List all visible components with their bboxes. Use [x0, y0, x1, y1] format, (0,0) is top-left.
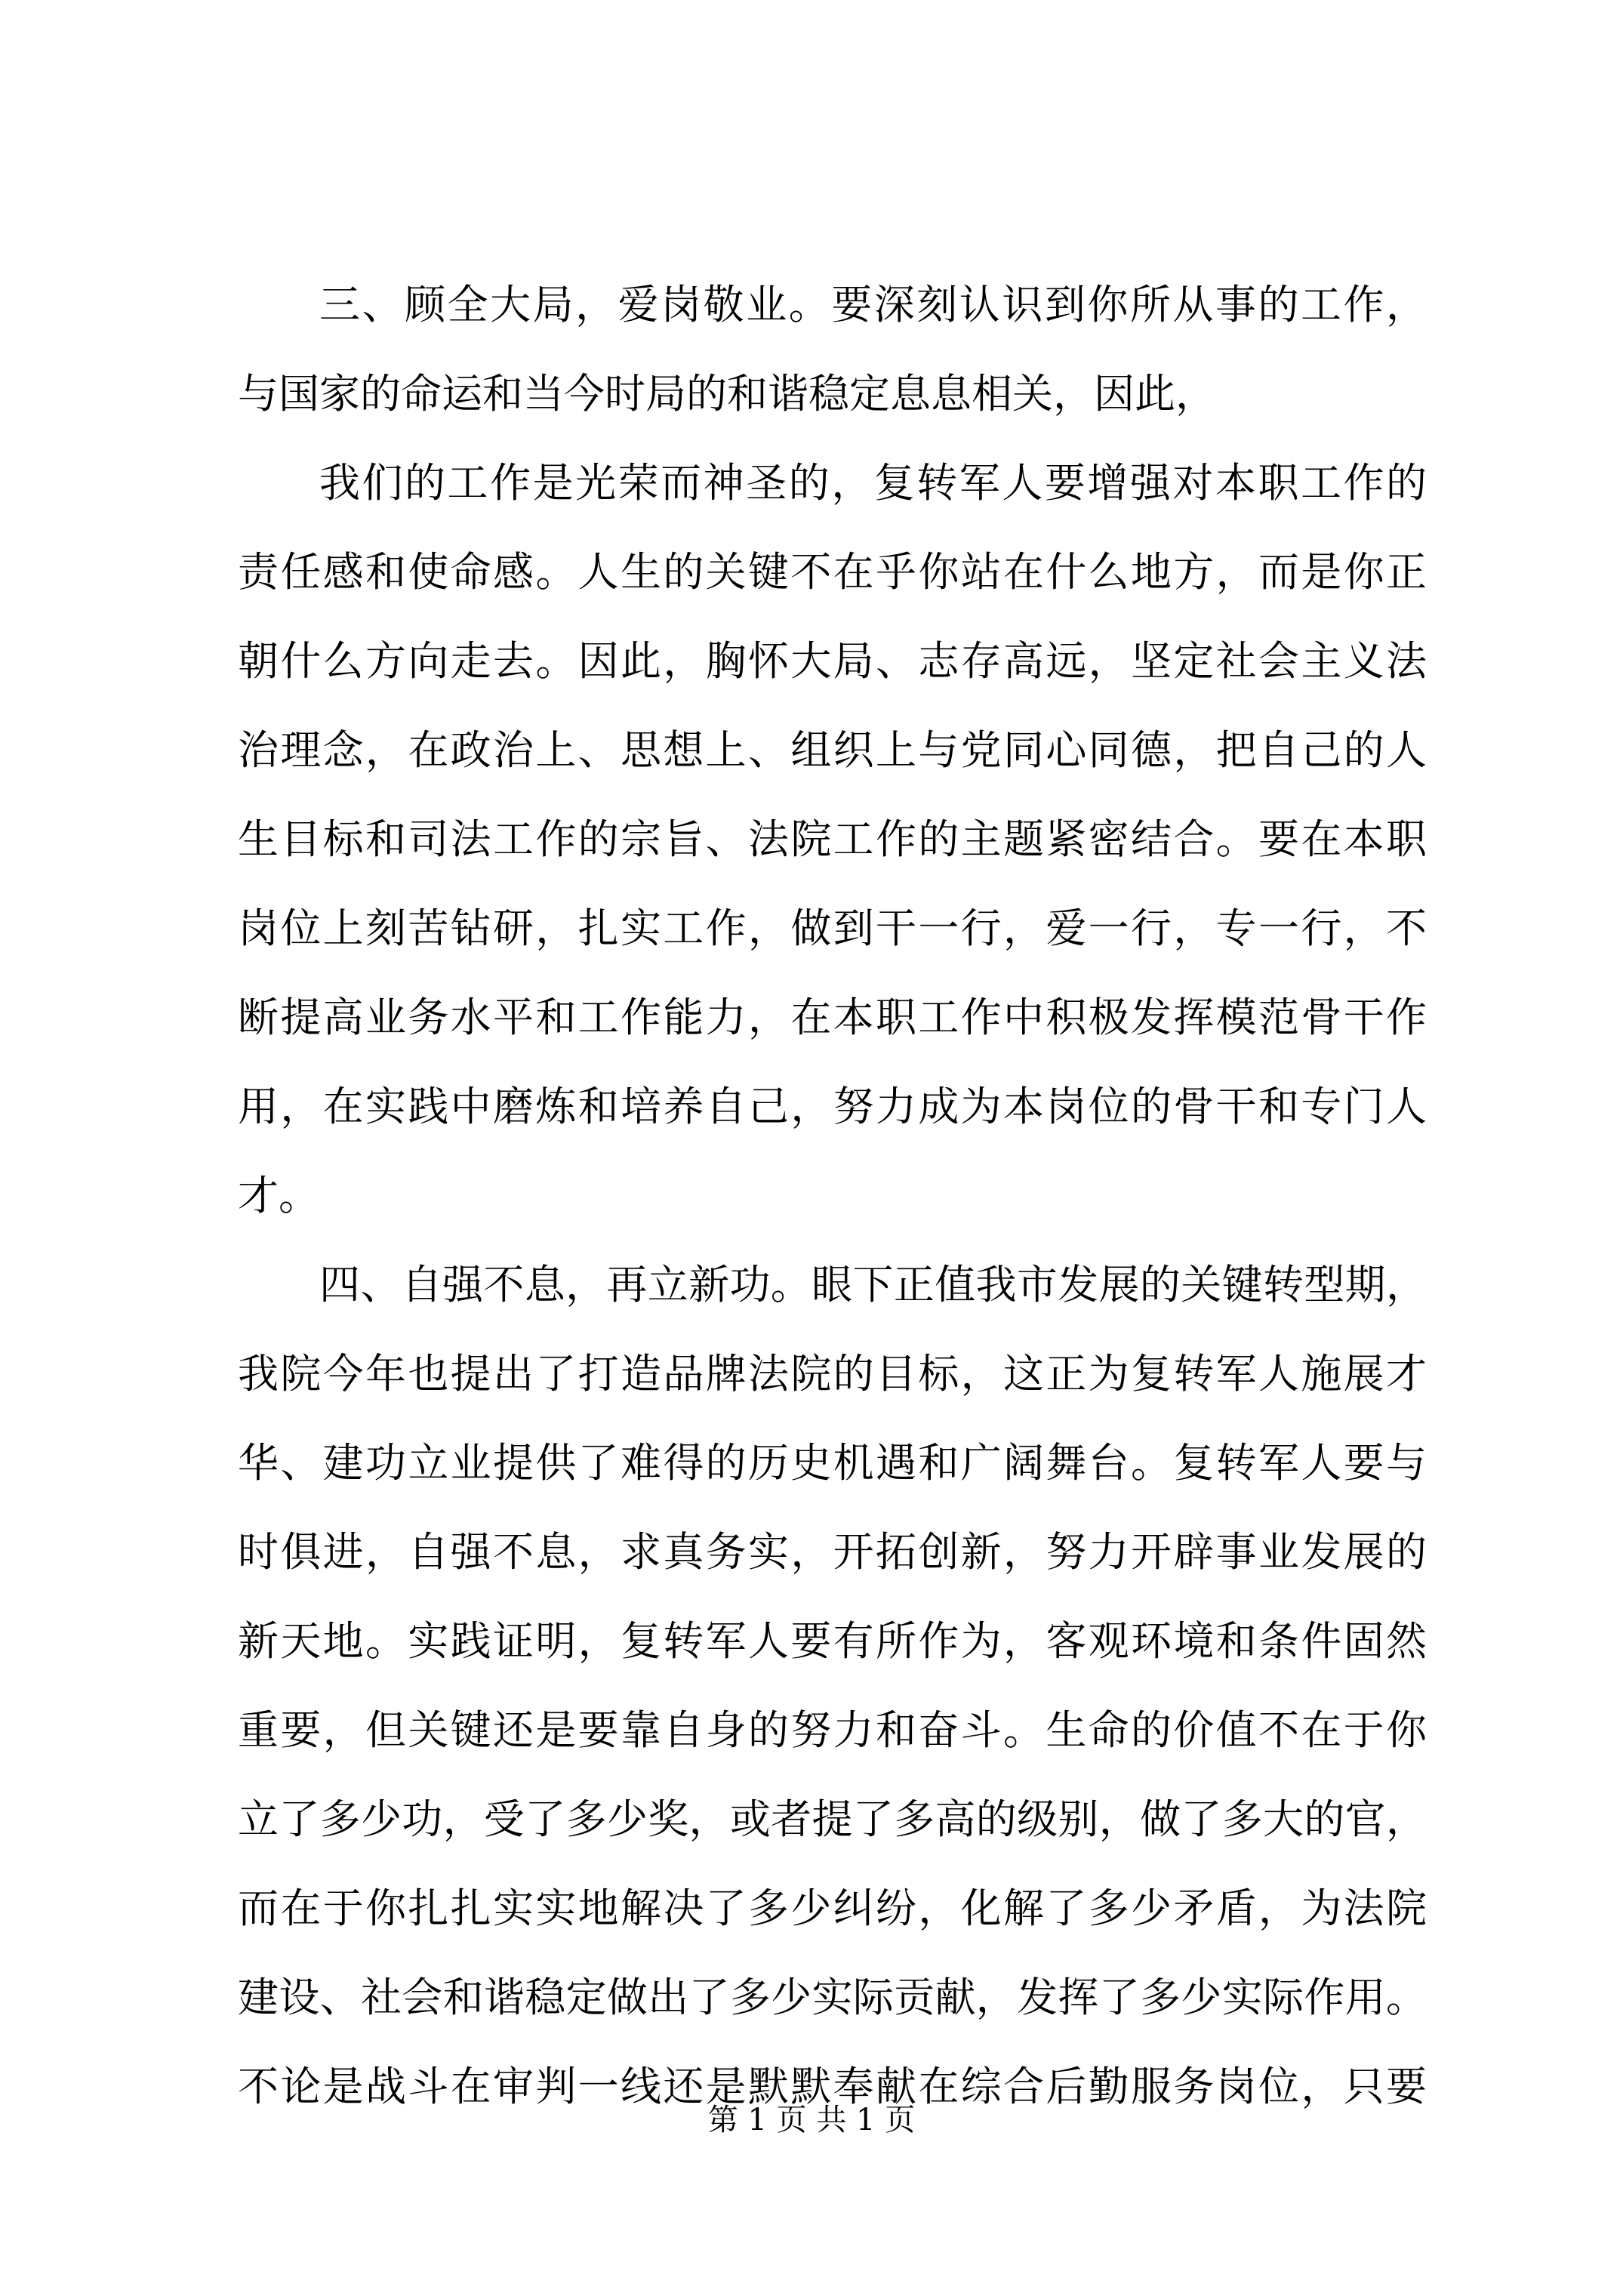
paragraph-line: 责任感和使命感。人生的关键不在乎你站在什么地方，而是你正: [238, 548, 1427, 596]
page-footer: 第 1 页 共 1 页: [707, 2103, 916, 2137]
paragraph-line: 重要，但关键还是要靠自身的努力和奋斗。生命的价值不在于你: [238, 1706, 1427, 1754]
paragraph-line: 我院今年也提出了打造品牌法院的目标，这正为复转军人施展才: [238, 1350, 1427, 1398]
paragraph-line: 治理念，在政治上、思想上、组织上与党同心同德，把自己的人: [238, 726, 1427, 774]
paragraph-line: 生目标和司法工作的宗旨、法院工作的主题紧密结合。要在本职: [238, 815, 1427, 863]
paragraph-line: 朝什么方向走去。因此，胸怀大局、志存高远，坚定社会主义法: [238, 637, 1427, 685]
paragraph-line: 时俱进，自强不息，求真务实，开拓创新，努力开辟事业发展的: [238, 1528, 1427, 1576]
paragraph-line: 我们的工作是光荣而神圣的，复转军人要增强对本职工作的: [319, 459, 1427, 507]
paragraph-line: 而在于你扎扎实实地解决了多少纠纷，化解了多少矛盾，为法院: [238, 1885, 1427, 1932]
paragraph-line: 建设、社会和谐稳定做出了多少实际贡献，发挥了多少实际作用。: [238, 1974, 1427, 2021]
paragraph-line: 不论是战斗在审判一线还是默默奉献在综合后勤服务岗位，只要: [238, 2063, 1427, 2110]
document-body: [238, 260, 1427, 2131]
paragraph-line: 与国家的命运和当今时局的和谐稳定息息相关，因此，: [238, 370, 1216, 418]
paragraph-line: 四、自强不息，再立新功。眼下正值我市发展的关键转型期，: [319, 1261, 1427, 1308]
paragraph-line: 用，在实践中磨炼和培养自己，努力成为本岗位的骨干和专门人: [238, 1083, 1427, 1130]
paragraph-line: 岗位上刻苦钻研，扎实工作，做到干一行，爱一行，专一行，不: [238, 905, 1427, 952]
paragraph-line: 新天地。实践证明，复转军人要有所作为，客观环境和条件固然: [238, 1617, 1427, 1665]
paragraph-line: 断提高业务水平和工作能力，在本职工作中积极发挥模范骨干作: [238, 994, 1427, 1041]
paragraph-line: 三、顾全大局，爱岗敬业。要深刻认识到你所从事的工作，: [319, 281, 1427, 328]
paragraph-line: 才。: [238, 1172, 319, 1219]
paragraph-line: 立了多少功，受了多少奖，或者提了多高的级别，做了多大的官，: [238, 1795, 1427, 1843]
paragraph-line: 华、建功立业提供了难得的历史机遇和广阔舞台。复转军人要与: [238, 1439, 1427, 1487]
